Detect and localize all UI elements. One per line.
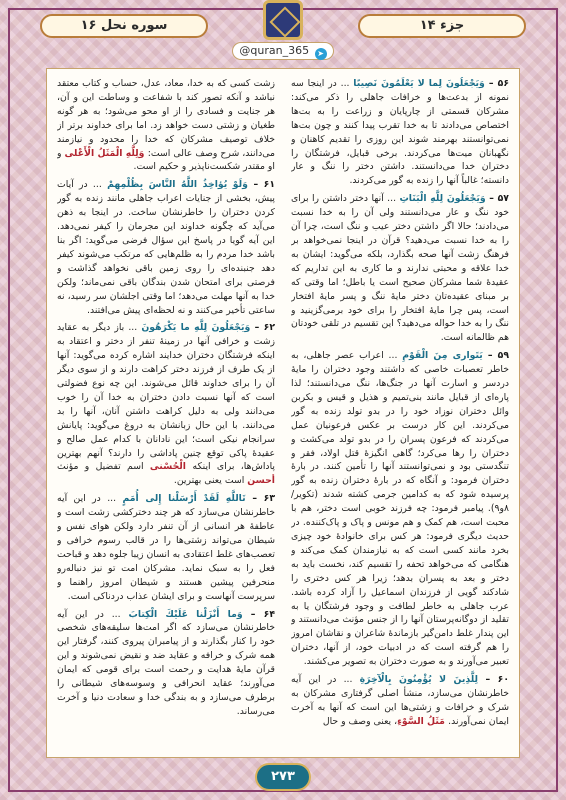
verse-number: ۶۳ –: [245, 493, 275, 505]
verse-number: ۶۱ –: [247, 179, 275, 191]
verse-quote: وَيَجْعَلُونَ لِما لا يَعْلَمُونَ نَصِيبًا: [353, 78, 485, 89]
commentary-text: اسم تفضیل و مؤنث: [57, 461, 150, 473]
commentary-text: ... اعراب عصر جاهلی، به خاطر تعصبات خاصی که داشتند وجود دختران را مایهٔ دردسر و اسارت آنها در جنگ‌ها، ننگ می‌دانستند؛ لذا پاره‌ای از قبایل مانند بنی‌تمیم و هذیل و قیس و بکربن وائل دختران نوزاد خود را در بدو تولد زنده به گور می‌کردند. این کار درست بر عکس فرعونیان عمل می‌کردند که فرعون پسران را در بدو تولد می‌کشت و دختران را رها می‌کرد؛ گاهی انگیزهٔ قتل اولاد، فقر و تنگدستی بود و نمی‌توانستند آنها را تأمین کنند. در بارهٔ دختران فرمود: و آنگاه که در بارهٔ دختران زنده به گور پرسیده شود که به کدامین جرمی کشته شدند (تکویر/۸و۹). پیامبر فرمود: چه فرزند خوبی است دختر، هم با محبت است، هم کمک و هم مونس و پاک و پاک‌کننده. در حدیث دیگری فرمود: هر کس برای خانوادهٔ خود چیزی بخرد مانند کسی است که به نیازمندان کمک می‌کند و هنگامی که می‌خواهد تحفه را تقسیم کند، نخست باید به دختر و بعد به پسران بدهد؛ زیرا هر کس دختری را شادکند گویی از فرزندان اسماعیل را آزاد کرده باشد. عرب جاهلی به خاطر لطافت و وجود فرشتگان یا به تقلید از دوگانه‌پرستان آنها را از جنس مؤنث می‌دانستند و این پندار غلط دامن‌گیر بازماندهٔ شاعران و نقاشان امروز را هم گرفته است که در ادبیات خود، از آنها، دختران تعبیر می‌آورند و به صورت دختران به تصویر می‌کشند.: [291, 350, 509, 668]
verse-quote: وَلِلَّهِ الْمَثَلُ الْأَعْلى: [64, 147, 148, 159]
verse-number: ۵۷ –: [485, 193, 509, 205]
right-column: [291, 77, 509, 749]
commentary-text: ... در اینجا سه نمونه از بدعت‌ها و خرافات جاهلی را ذکر می‌کند: مشرکان قسمتی از چارپایان و زراعت را به بت‌ها اختصاص می‌دادند تا به خدا تقرب پیدا کنند و چون بت‌ها نمی‌توانستند بهرمند شوند این روزی را تقدیم کاهنان و نگهبانان میت‌ها می‌کردند. برخی قبایل، فرشتگان را دختران خدا می‌دانستند. داشتن دختر را ننگ و عار دانسته؛ غالباً آنها را زنده به گور می‌کردند.: [291, 78, 509, 187]
commentary-paragraph: [57, 321, 275, 488]
verse-quote: وَما أَنْزَلْنا عَلَيْكَ الْكِتابَ: [128, 608, 243, 620]
verse-number: ۵۹ –: [482, 350, 509, 362]
verse-quote: وَيَجْعَلُونَ لِلَّهِ ما يَكْرَهُونَ: [141, 322, 251, 334]
verse-quote: وَيَجْعَلُونَ لِلَّهِ الْبَنَاتِ: [399, 193, 486, 205]
page-content: [46, 68, 520, 758]
verse-number: ۶۴ –: [242, 608, 275, 620]
surah-label: سوره نحل ۱۶: [40, 14, 208, 38]
commentary-text: ، یعنی وصف و حال: [322, 715, 398, 727]
commentary-text: است یعنی بهترین.: [173, 475, 248, 487]
verse-quote: مَثَلُ السَّوْءِ: [397, 715, 449, 727]
commentary-text: ... باز دیگر به عقاید زشت و خرافی آنها در زمینهٔ تنفر از دختر و اعتقاد به اینکه فرشتگان دختران خدایند اشاره کرده می‌گوید: آنها از یک طرف از فرزند دختر کراهت دارند و از سوی دیگر آن را برای خداوند قائل می‌شوند. این چه نوع فضولتی است که آنها نسبت دادن دختران به خدا آن را خوب می‌دانند ولی به دلیل کراهت داشتن آنان، آنها را بد می‌دانند. با این حال زبانشان به دروغ می‌گوید: پایانش سرانجام نیکی است؛ این نادانان با کدام عمل صالح و عقیدهٔ پاکی توقع چنین پاداشی را دارند؟ آنهم بهترین پاداش‌ها، برای اینکه: [57, 322, 275, 473]
commentary-text: ... در این آیه خاطرنشان می‌سازد، منشأ اصلی گرفتاری مشرکان به شرک و خرافات و زشتی‌ها این است که آنها به آخرت ایمان نمی‌آورند.: [291, 674, 509, 727]
verse-quote: الْحُسْنى: [149, 461, 193, 473]
verse-quote: وَلَوْ يُؤاخِذُ اللَّهُ النَّاسَ بِظُلْمِهِمْ: [107, 179, 248, 191]
commentary-text: ... در این آیه خاطرنشان می‌سازد که هر چند دخترکشی زشت است و عاطفهٔ هر انسانی از آن تنفر دارد ولکن هوای نفس و شیطان می‌تواند زشتی‌ها را در قالب رسوم خرافی و تعصب‌های غلط اعتقادی به انسان زیبا جلوه دهد و قباحت فعل را به سبک نماید. مشرکان امت تو نیز دنباله‌رو منحرفین پیشین هستند و شیطان امروز راهنما و سرپرست آنهاست و برای ایشان عذاب دردناکی است.: [57, 493, 275, 602]
verse-quote: أحسن: [247, 475, 275, 487]
verse-number: ۶۲ –: [250, 322, 275, 334]
commentary-paragraph: [57, 77, 275, 174]
verse-number: ۶۰ –: [478, 674, 509, 686]
commentary-paragraph: [291, 673, 509, 729]
commentary-text: و او مقتدر شکست‌ناپذیر و حکیم است.: [57, 147, 275, 173]
commentary-paragraph: [291, 192, 509, 345]
commentary-text: ... در آیات پیش، بخشی از جنایات اعراب جاهلی مانند زنده به گور کردن دختران را خاطرنشان ساخت. در اینجا به ذهن می‌آید که چگونه خداوند این مجرمان را کیفر نمی‌دهد. این آیه گویا در پاسخ این سؤال فرضی می‌گوید: اگر بنا باشد خدا مردم را به ظلم‌هایی که مرتکب می‌شوند کیفر دهد جنبنده‌ای را روی زمین باقی نخواهد گذاشت و فرصتی برای امتحان شدن بندگان باقی نمی‌ماند؛ ولکن خدا به آنها مهلت می‌دهد؛ اما وقتی اجلشان سر رسید، نه ساعتی تأخیر می‌کنند و نه لحظه‌ای پیش می‌افتند.: [57, 179, 275, 316]
handle-text: @quran_365: [239, 44, 310, 57]
juz-label: جزء ۱۴: [358, 14, 526, 38]
commentary-paragraph: [57, 178, 275, 317]
commentary-text: ... در این آیه خاطرنشان می‌سازد که اگر امت‌ها سلیقه‌های شخصی خود را کنار بگذارند و از پیامبران پیروی کنند، گرفتار این همه شرک و خرافه و عقاید ضد و نقیض نمی‌شوند و این قرآن مایهٔ هدایت و رحمت است برای قومی که ایمان می‌آورند؛ عقاید انحرافی و وسوسه‌های شیطانی را برطرف می‌سازد و به بندگی خدا و سعادت دنیا و آخرت می‌رساند.: [57, 608, 275, 717]
commentary-paragraph: [57, 492, 275, 603]
text-columns: [57, 77, 509, 749]
left-column: [57, 77, 275, 749]
commentary-paragraph: [291, 349, 509, 669]
verse-quote: تَاللَّهِ لَقَدْ أَرْسَلْنا إِلى أُمَمٍ: [122, 493, 246, 505]
commentary-text: ... آنها دختر داشتن را برای خود ننگ و عار می‌دانستند ولی آن را به خدا نسبت می‌دادند؛ حالا اگر داشتن دختر عیب و ننگ است، چرا آن را به خدا نسبت می‌دهید؟ قرآن در اینجا نمی‌خواهد بر فرهنگ زشت آنها صحه بگذارد، بلکه می‌گوید: ایشان به خدا علاقه و محبتی ندارند و ما کاری به این تداریم که عقیدهٔ شما مشرکان صحیح است یا باطل؛ اما وقتی که بر مبنای عقیده‌تان دختر مایهٔ ننگ و پسر مایهٔ افتخار است، پس چرا مایهٔ افتخار را برای خود برمی‌گزینید و ننگ را به خدا حواله می‌دهید؟ این تقسیم در تلقی خودتان هم ظالمانه است.: [291, 193, 509, 344]
commentary-text: زشت کسی که به خدا، معاد، عدل، حساب و کتاب معتقد نباشد و آنکه تصور کند با شفاعت و وساطت این و آن، هر جنایت و فسادی را از او محو می‌شود؛ به هر گونه طغیان و زشتی دست خواهد زد. اما برای خداوند برتر از خلاف توصیف مشرکان که خدا را محدود و نیازمند می‌دانند، شرح وصف عالی است:: [57, 78, 275, 159]
commentary-paragraph: [291, 77, 509, 188]
verse-quote: لِلَّذِينَ لا يُؤْمِنُونَ بِالْآخِرَةِ: [359, 674, 479, 686]
verse-number: ۵۶ –: [484, 78, 509, 89]
quran-emblem-icon: [263, 0, 303, 40]
commentary-paragraph: [57, 608, 275, 719]
verse-quote: يَتَوارى مِنَ الْقَوْمِ: [402, 350, 483, 362]
channel-handle[interactable]: [232, 42, 334, 60]
telegram-icon: ➤: [315, 48, 327, 60]
page-number: ۲۷۳: [255, 763, 311, 791]
